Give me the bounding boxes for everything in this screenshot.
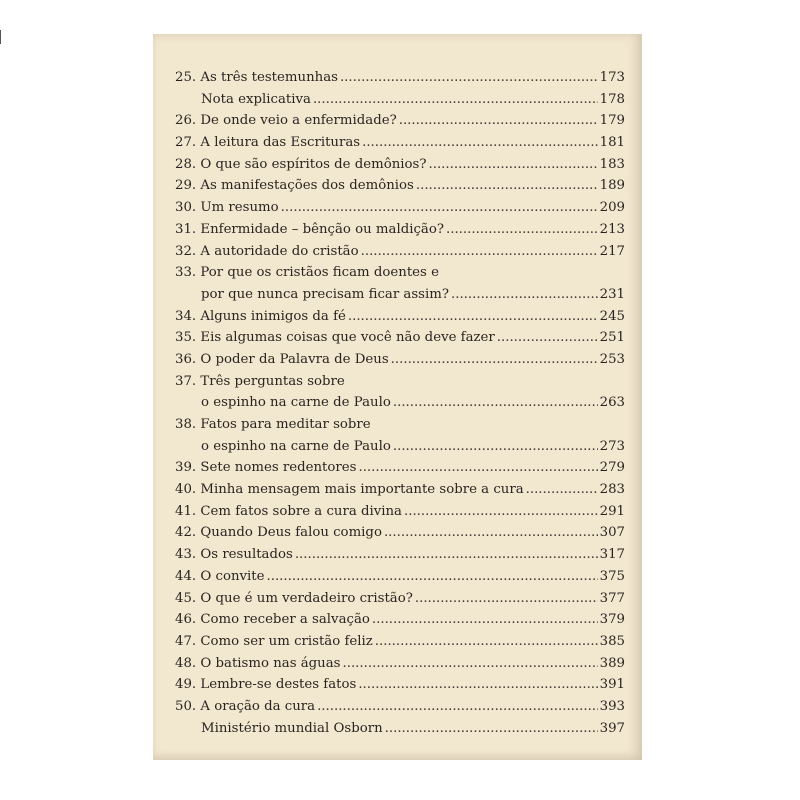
toc-entry-title: 50. A oração da cura	[175, 698, 316, 714]
toc-entry-title: o espinho na carne de Paulo	[201, 395, 391, 411]
toc-entry-title: 25. As três testemunhas	[175, 70, 338, 85]
toc-entry-title: 45. O que é um verdadeiro cristão?	[175, 590, 413, 606]
toc-entry	[175, 241, 625, 263]
toc-entry-page-number: 389	[599, 655, 625, 671]
toc-entry	[175, 197, 625, 219]
toc-entry-page-number: 391	[599, 677, 625, 693]
toc-entry	[175, 674, 625, 696]
dot-leader	[348, 306, 598, 328]
toc-entry	[175, 544, 625, 566]
dot-leader	[362, 132, 598, 154]
table-of-contents	[175, 67, 625, 739]
toc-entry-title: Ministério mundial Osborn	[201, 720, 383, 736]
scan-edge-mark	[0, 30, 9, 44]
toc-entry-page-number: 173	[599, 70, 625, 85]
toc-entry	[175, 436, 625, 458]
toc-entry-title: 43. Os resultados	[175, 547, 293, 563]
toc-entry-title: 46. Como receber a salvação	[175, 612, 370, 628]
toc-entry-page-number: 375	[599, 568, 625, 584]
dot-leader	[446, 219, 598, 241]
toc-entry-page-number: 245	[599, 308, 625, 324]
toc-entry-page-number: 209	[599, 200, 625, 216]
toc-entry-title: por que nunca precisam ficar assim?	[201, 286, 449, 302]
book-page	[153, 34, 642, 760]
toc-entry-page-number: 393	[599, 698, 625, 714]
toc-entry	[175, 306, 625, 328]
toc-entry-page-number: 213	[599, 221, 625, 237]
toc-entry-title: 41. Cem fatos sobre a cura divina	[175, 503, 402, 519]
toc-entry	[175, 154, 625, 176]
toc-entry	[175, 392, 625, 414]
toc-entry	[175, 457, 625, 479]
dot-leader	[358, 457, 597, 479]
toc-entry-title: 42. Quando Deus falou comigo	[175, 525, 382, 541]
toc-entry-page-number: 397	[599, 720, 625, 736]
toc-entry	[175, 89, 625, 111]
toc-entry-page-number: 183	[599, 156, 625, 172]
toc-entry-page-number: 307	[599, 525, 625, 541]
toc-entry-page-number: 263	[599, 395, 625, 411]
toc-entry-title-line: 33. Por que os cristãos ficam doentes e	[175, 265, 439, 281]
toc-entry	[175, 284, 625, 306]
toc-entry	[175, 349, 625, 371]
toc-entry	[175, 696, 625, 718]
toc-entry-title: 26. De onde veio a enfermidade?	[175, 113, 397, 129]
toc-entry-title-line: 37. Três perguntas sobre	[175, 373, 345, 389]
toc-entry-page-number: 217	[599, 243, 625, 259]
toc-entry-title: 32. A autoridade do cristão	[175, 243, 359, 259]
dot-leader	[404, 501, 598, 523]
toc-entry-title: 35. Eis algumas coisas que você não deve fazer	[175, 330, 495, 346]
dot-leader	[384, 522, 598, 544]
dot-leader	[393, 436, 598, 458]
toc-entry-title: 47. Como ser um cristão feliz	[175, 633, 373, 649]
toc-entry	[175, 631, 625, 653]
toc-entry-title: 34. Alguns inimigos da fé	[175, 308, 346, 324]
toc-entry-title: 31. Enfermidade – bênção ou maldição?	[175, 221, 444, 237]
toc-entry-page-number: 251	[599, 330, 625, 346]
toc-entry-page-number: 178	[599, 91, 625, 107]
dot-leader	[343, 653, 598, 675]
dot-leader	[526, 479, 598, 501]
toc-entry-title: 40. Minha mensagem mais importante sobre a cura	[175, 482, 524, 498]
toc-entry	[175, 327, 625, 349]
dot-leader	[267, 566, 598, 588]
toc-entry	[175, 588, 625, 610]
dot-leader	[451, 284, 598, 306]
toc-entry	[175, 718, 625, 740]
dot-leader	[361, 241, 598, 263]
dot-leader	[416, 175, 598, 197]
dot-leader	[340, 67, 598, 89]
toc-entry-title: Nota explicativa	[201, 91, 311, 107]
toc-entry-page-number: 179	[599, 113, 625, 129]
toc-entry-page-number: 189	[599, 178, 625, 194]
toc-entry-title-line: 38. Fatos para meditar sobre	[175, 417, 371, 432]
dot-leader	[429, 154, 598, 176]
dot-leader	[281, 197, 598, 219]
toc-entry-title: o espinho na carne de Paulo	[201, 438, 391, 454]
toc-entry-page-number: 273	[599, 438, 625, 454]
dot-leader	[295, 544, 598, 566]
dot-leader	[375, 631, 598, 653]
toc-entry	[175, 175, 625, 197]
toc-entry-title: 27. A leitura das Escrituras	[175, 135, 361, 151]
toc-entry-title: 49. Lembre-se destes fatos	[175, 677, 357, 693]
toc-entry	[175, 501, 625, 523]
dot-leader	[391, 349, 598, 371]
toc-entry-page-number: 291	[599, 503, 625, 519]
toc-entry	[175, 522, 625, 544]
toc-entry-page-number: 253	[599, 351, 625, 367]
dot-leader	[415, 588, 598, 610]
dot-leader	[399, 110, 598, 132]
toc-entry	[175, 219, 625, 241]
toc-entry-page-number: 181	[599, 135, 625, 151]
toc-entry-page-number: 317	[599, 547, 625, 563]
toc-entry-page-number: 279	[599, 460, 625, 476]
toc-entry	[175, 609, 625, 631]
dot-leader	[497, 327, 598, 349]
toc-entry-page-number: 231	[599, 286, 625, 302]
dot-leader	[358, 674, 597, 696]
toc-entry-page-number: 379	[599, 612, 625, 628]
toc-entry-title: 36. O poder da Palavra de Deus	[175, 351, 389, 367]
toc-entry-title: 29. As manifestações dos demônios	[175, 178, 414, 194]
toc-entry	[175, 67, 625, 89]
toc-entry	[175, 566, 625, 588]
toc-entry-title: 44. O convite	[175, 568, 265, 584]
toc-entry	[175, 653, 625, 675]
toc-entry	[175, 132, 625, 154]
dot-leader	[385, 718, 598, 740]
toc-entry-page-number: 377	[599, 590, 625, 606]
toc-entry-title: 30. Um resumo	[175, 200, 279, 216]
toc-entry-title: 39. Sete nomes redentores	[175, 460, 357, 476]
toc-entry-title: 48. O batismo nas águas	[175, 655, 341, 671]
dot-leader	[313, 89, 598, 111]
toc-entry-page-number: 385	[599, 633, 625, 649]
dot-leader	[317, 696, 598, 718]
toc-entry	[175, 110, 625, 132]
toc-entry	[175, 479, 625, 501]
dot-leader	[372, 609, 598, 631]
toc-entry-page-number: 283	[599, 482, 625, 498]
toc-entry-title: 28. O que são espíritos de demônios?	[175, 156, 427, 172]
dot-leader	[393, 392, 598, 414]
